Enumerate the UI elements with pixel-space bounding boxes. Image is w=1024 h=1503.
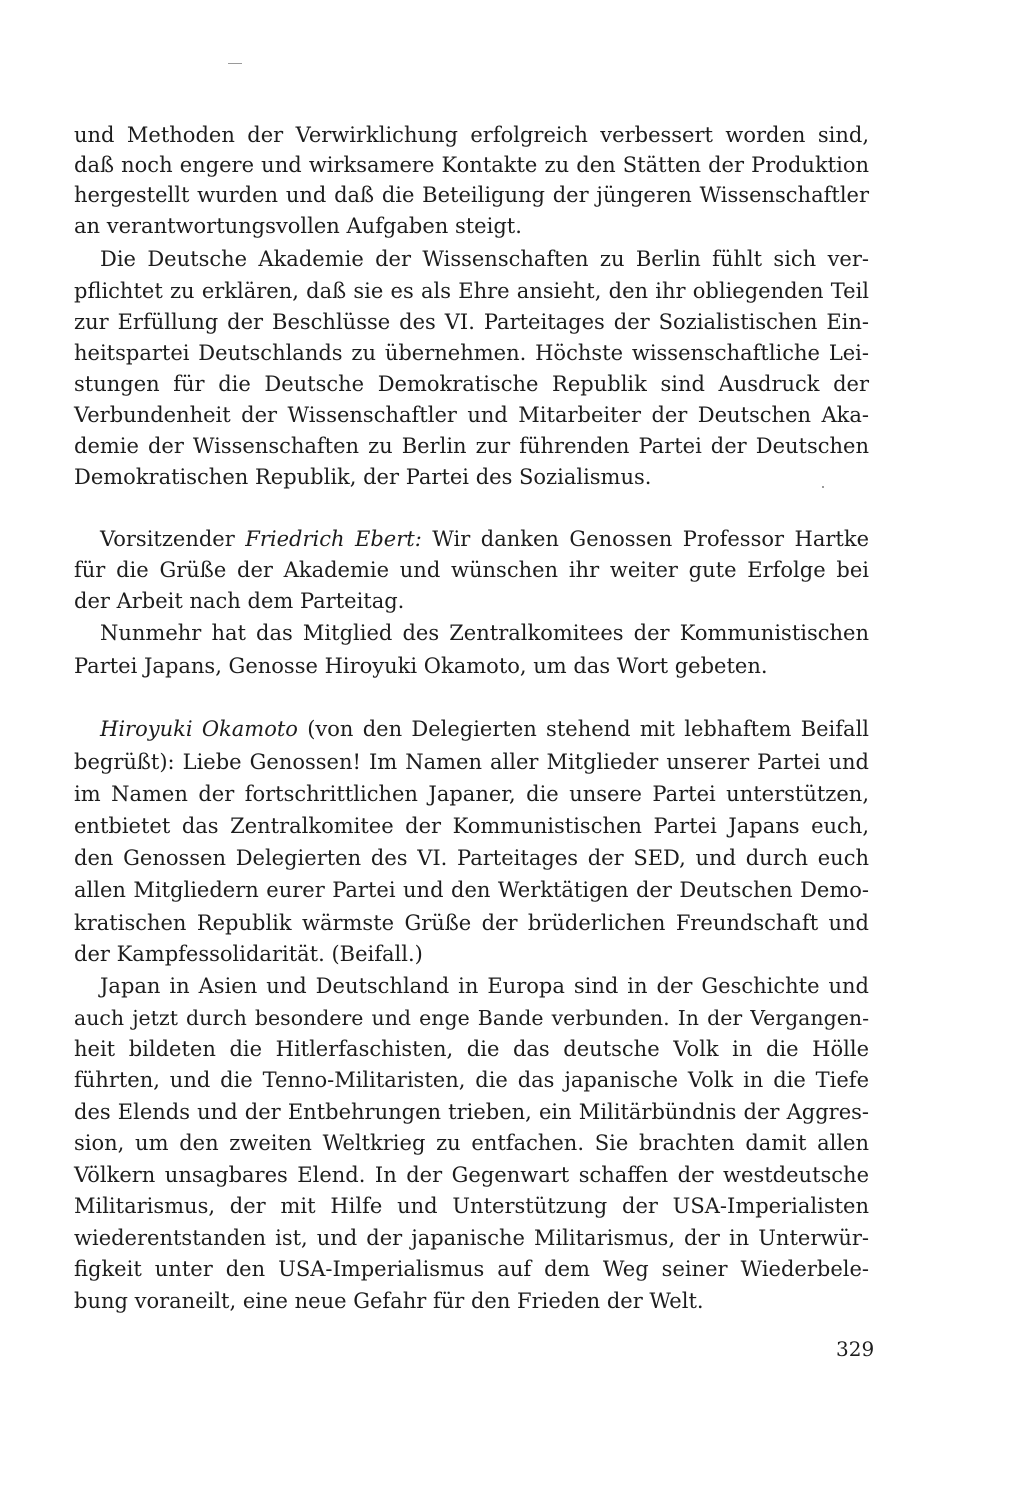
text-line: Nunmehr hat das Mitglied des Zentralkomitees der Kommunistischen xyxy=(100,621,869,645)
text-line: des Elends und der Entbehrungen trieben, ein Militärbündnis der Aggres- xyxy=(74,1100,869,1124)
text-line: im Namen der fortschrittlichen Japaner, die unsere Partei unterstützen, xyxy=(74,782,869,806)
text-line: heit bildeten die Hitlerfaschisten, die das deutsche Volk in die Hölle xyxy=(74,1037,869,1061)
text-line: heitspartei Deutschlands zu übernehmen. Höchste wissenschaftliche Lei- xyxy=(74,341,869,365)
text-line: für die Grüße der Akademie und wünschen ihr weiter gute Erfolge bei xyxy=(74,558,869,582)
speaker-name: Hiroyuki Okamoto xyxy=(100,717,298,741)
text-line: und Methoden der Verwirklichung erfolgreich verbessert worden sind, xyxy=(74,123,869,147)
line-rest: Wir danken Genossen Professor Hartke xyxy=(421,527,870,551)
text-line: an verantwortungsvollen Aufgaben steigt. xyxy=(74,214,522,238)
page-number: 329 xyxy=(836,1337,875,1361)
text-line: Japan in Asien und Deutschland in Europa sind in der Geschichte und xyxy=(100,974,869,998)
text-line: stungen für die Deutsche Demokratische Republik sind Ausdruck der xyxy=(74,372,869,396)
speaker-prefix: Vorsitzender xyxy=(100,527,246,551)
speaker-name: Friedrich Ebert: xyxy=(245,527,422,551)
text-line: allen Mitgliedern eurer Partei und den Werktätigen der Deutschen Demo- xyxy=(74,878,869,902)
text-line: hergestellt wurden und daß die Beteiligung der jüngeren Wissenschaftler xyxy=(74,183,869,207)
text-line: figkeit unter den USA-Imperialismus auf dem Weg seiner Wiederbele- xyxy=(74,1257,869,1281)
text-line: Völkern unsagbares Elend. In der Gegenwart schaffen der westdeutsche xyxy=(74,1163,869,1187)
text-line: auch jetzt durch besondere und enge Bande verbunden. In der Vergangen- xyxy=(74,1006,869,1030)
text-line: daß noch engere und wirksamere Kontakte zu den Stätten der Produktion xyxy=(74,153,869,177)
text-line: Militarismus, der mit Hilfe und Unterstützung der USA-Imperialisten xyxy=(74,1194,869,1218)
text-line: pflichtet zu erklären, daß sie es als Ehre ansieht, den ihr obliegenden Teil xyxy=(74,279,869,303)
text-line: entbietet das Zentralkomitee der Kommunistischen Partei Japans euch, xyxy=(74,814,869,838)
text-line: kratischen Republik wärmste Grüße der brüderlichen Freundschaft und xyxy=(74,911,869,935)
text-line: wiederentstanden ist, und der japanische Militarismus, der in Unterwür- xyxy=(74,1226,869,1250)
text-line: den Genossen Delegierten des VI. Parteitages der SED, und durch euch xyxy=(74,846,869,870)
text-line: sion, um den zweiten Weltkrieg zu entfachen. Sie brachten damit allen xyxy=(74,1131,869,1155)
text-line: begrüßt): Liebe Genossen! Im Namen aller Mitglieder unserer Partei und xyxy=(74,750,869,774)
text-line: bung voraneilt, eine neue Gefahr für den Frieden der Welt. xyxy=(74,1289,704,1313)
scan-mark xyxy=(228,63,242,64)
speaker-line xyxy=(100,716,869,742)
text-line: der Arbeit nach dem Parteitag. xyxy=(74,589,405,613)
text-line: zur Erfüllung der Beschlüsse des VI. Parteitages der Sozialistischen Ein- xyxy=(74,310,869,334)
text-line: der Kampfessolidarität. (Beifall.) xyxy=(74,942,423,966)
text-line: führten, und die Tenno-Militaristen, die das japanische Volk in die Tiefe xyxy=(74,1068,869,1092)
text-line: Demokratischen Republik, der Partei des Sozialismus. xyxy=(74,465,652,489)
text-line: demie der Wissenschaften zu Berlin zur führenden Partei der Deutschen xyxy=(74,434,869,458)
speaker-line xyxy=(100,526,869,552)
text-line: Verbundenheit der Wissenschaftler und Mitarbeiter der Deutschen Aka- xyxy=(74,403,869,427)
text-line: Partei Japans, Genosse Hiroyuki Okamoto, um das Wort gebeten. xyxy=(74,654,768,678)
line-rest: (von den Delegierten stehend mit lebhaftem Beifall xyxy=(297,717,869,741)
text-line: Die Deutsche Akademie der Wissenschaften zu Berlin fühlt sich ver- xyxy=(100,247,869,271)
